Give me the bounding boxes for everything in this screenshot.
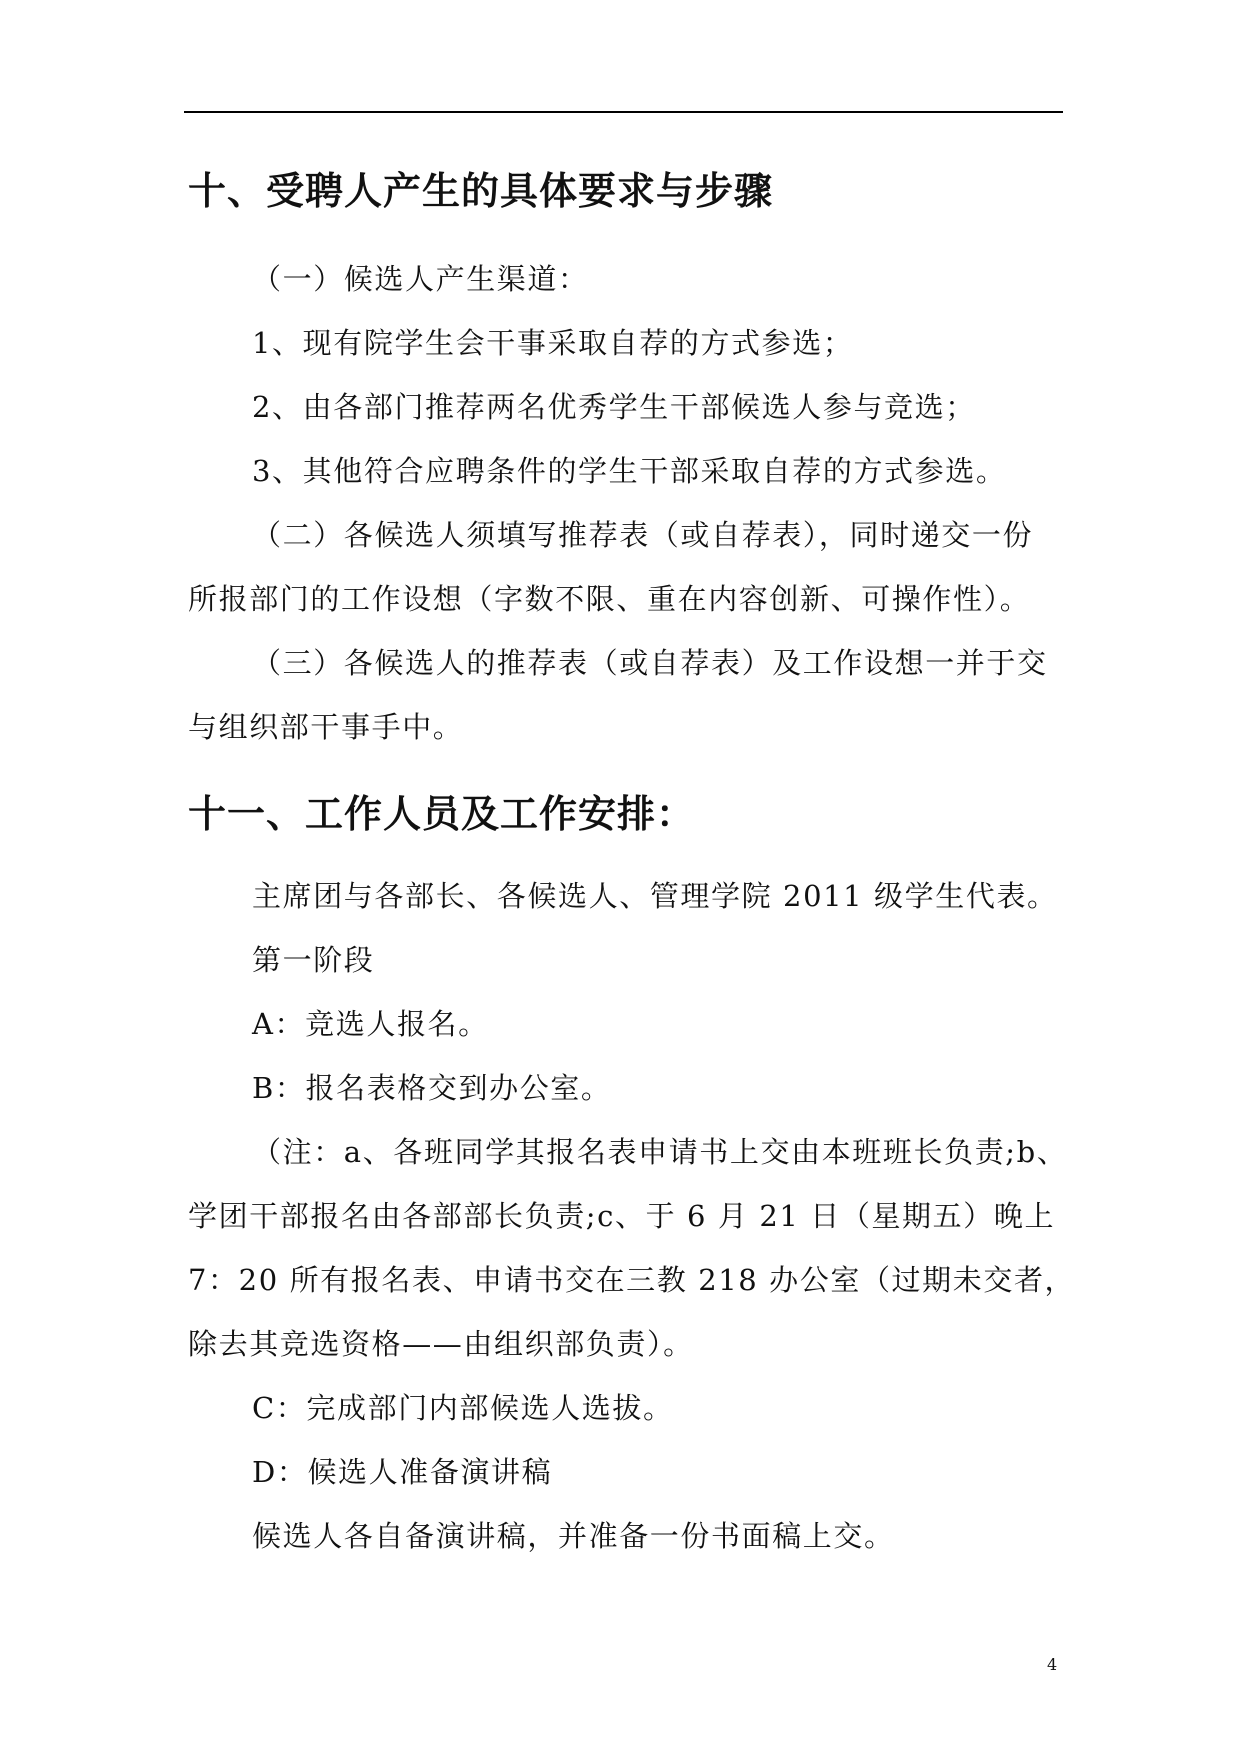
list-item: 2、由各部门推荐两名优秀学生干部候选人参与竞选；	[252, 390, 976, 424]
note-line: 学团干部报名由各部部长负责;c、于 6 月 21 日（星期五）晚上	[188, 1199, 1056, 1233]
staff-paragraph: 主席团与各部长、各候选人、管理学院 2011 级学生代表。	[252, 879, 1058, 913]
step-c: C：完成部门内部候选人选拔。	[252, 1391, 674, 1425]
paragraph-2-line-1: （二）各候选人须填写推荐表（或自荐表），同时递交一份	[252, 518, 1034, 552]
step-d-detail: 候选人各自备演讲稿，并准备一份书面稿上交。	[252, 1519, 895, 1553]
step-b: B：报名表格交到办公室。	[252, 1071, 612, 1105]
section-10-heading: 十、受聘人产生的具体要求与步骤	[188, 169, 774, 213]
list-item: 3、其他符合应聘条件的学生干部采取自荐的方式参选。	[252, 454, 1007, 488]
list-item: 1、现有院学生会干事采取自荐的方式参选；	[252, 326, 854, 360]
paragraph-3-line-1: （三）各候选人的推荐表（或自荐表）及工作设想一并于交	[252, 646, 1048, 680]
paragraph-2-line-2: 所报部门的工作设想（字数不限、重在内容创新、可操作性）。	[188, 582, 1031, 616]
note-line: 除去其竞选资格——由组织部负责）。	[188, 1327, 694, 1361]
stage-label: 第一阶段	[252, 943, 375, 977]
candidate-channel-subheading: （一）候选人产生渠道：	[252, 262, 589, 296]
note-line: （注：a、各班同学其报名表申请书上交由本班班长负责;b、	[252, 1135, 1068, 1169]
step-a: A：竞选人报名。	[252, 1007, 489, 1041]
section-11-heading: 十一、工作人员及工作安排：	[188, 792, 696, 836]
paragraph-3-line-2: 与组织部干事手中。	[188, 710, 464, 744]
step-d: D：候选人准备演讲稿	[252, 1455, 553, 1489]
header-rule	[184, 111, 1063, 113]
page-number: 4	[1047, 1655, 1058, 1674]
note-line: 7：20 所有报名表、申请书交在三教 218 办公室（过期未交者，	[188, 1263, 1076, 1297]
